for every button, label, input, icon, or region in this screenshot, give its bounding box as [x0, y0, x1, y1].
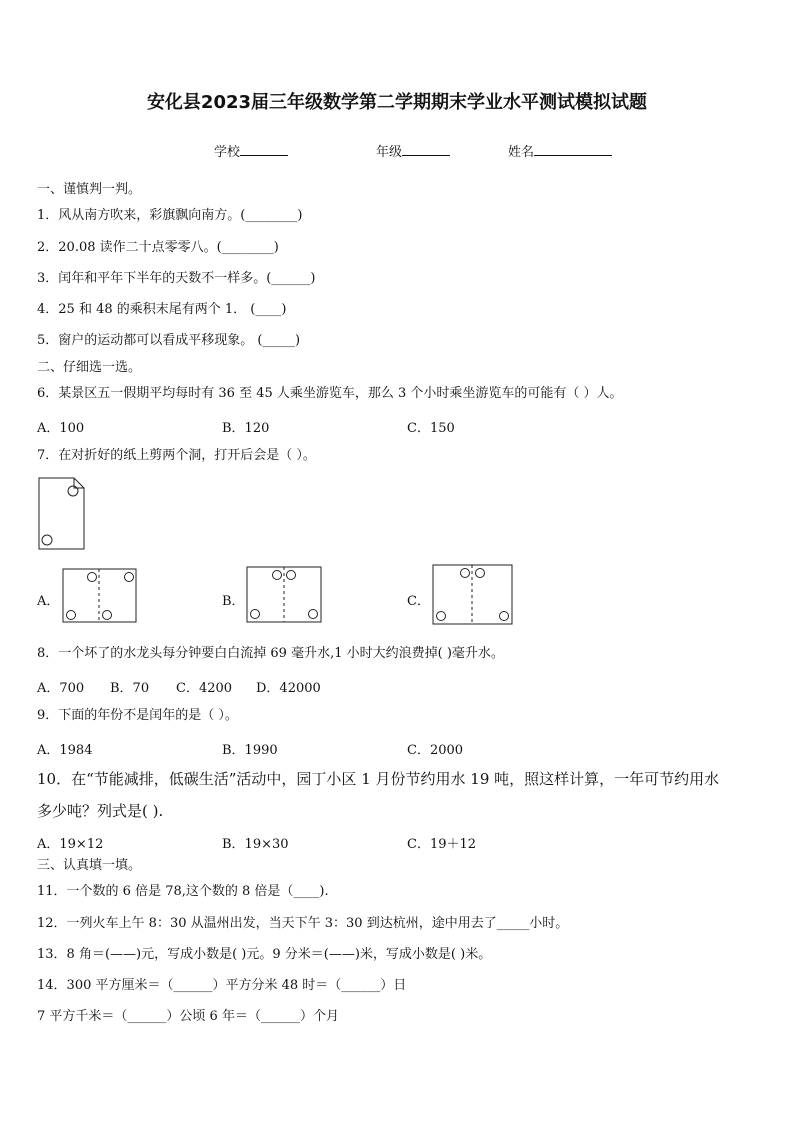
question-6: 6．某景区五一假期平均每时有 36 至 45 人乘坐游览车，那么 3 个小时乘坐游览车的可能有（ ）人。 — [37, 386, 623, 401]
question-14-continued: 7 平方千米＝（______）公顷 6 年＝（______）个月 — [37, 1009, 339, 1024]
q7-option-a[interactable]: A． — [37, 594, 60, 609]
name-field[interactable] — [508, 141, 612, 160]
q7-option-b[interactable]: B． — [222, 594, 245, 609]
question-7: 7．在对折好的纸上剪两个洞，打开后会是（ ）。 — [37, 448, 316, 463]
page-title: 安化县2023届三年级数学第二学期期末学业水平测试模拟试题 — [146, 92, 648, 113]
question-10-line-1: 10．在“节能减排，低碳生活”活动中，园丁小区 1 月份节约用水 19 吨，照这样计算，一年可节约用水 — [37, 770, 720, 788]
question-10-line-2: 多少吨？列式是( ). — [37, 802, 164, 820]
question-11: 11．一个数的 6 倍是 78,这个数的 8 倍是（____). — [37, 884, 329, 899]
question-8: 8．一个坏了的水龙头每分钟要白白流掉 69 毫升水,1 小时大约浪费掉( )毫升水。 — [37, 646, 504, 661]
option-b-unfolded-paper[interactable] — [246, 566, 323, 624]
q10-option-a[interactable]: A．19×12 — [37, 837, 104, 852]
q9-option-a[interactable]: A．1984 — [37, 743, 93, 758]
name-label: 姓名 — [508, 145, 535, 160]
grade-blank[interactable] — [402, 142, 450, 156]
question-2: 2．20.08 读作二十点零零八。(________) — [37, 240, 279, 255]
q8-option-a[interactable]: A．700 — [37, 681, 85, 696]
question-5: 5．窗户的运动都可以看成平移现象。 (_____) — [37, 333, 301, 348]
q7-option-c[interactable]: C． — [407, 594, 430, 609]
section-heading-1: 一、谨慎判一判。 — [37, 182, 142, 197]
grade-label: 年级 — [376, 145, 403, 160]
question-4: 4．25 和 48 的乘积末尾有两个 1． (____) — [37, 302, 287, 317]
option-c-unfolded-paper[interactable] — [432, 564, 514, 626]
q9-option-c[interactable]: C．2000 — [407, 743, 464, 758]
section-heading-3: 三、认真填一填。 — [37, 858, 142, 873]
q8-option-d[interactable]: D．42000 — [256, 681, 321, 696]
question-12: 12．一列火车上午 8：30 从温州出发，当天下午 3：30 到达杭州，途中用去了_____小时。 — [37, 916, 569, 931]
section-heading-2: 二、仔细选一选。 — [37, 360, 142, 375]
q9-option-b[interactable]: B．1990 — [222, 743, 278, 758]
question-14: 14．300 平方厘米＝（______）平方分米 48 时＝（______）日 — [37, 978, 407, 993]
grade-field[interactable] — [376, 141, 450, 160]
school-field[interactable] — [214, 141, 288, 160]
q6-option-a[interactable]: A．100 — [37, 421, 85, 436]
school-label: 学校 — [214, 145, 241, 160]
folded-paper-figure — [38, 477, 88, 551]
option-a-unfolded-paper[interactable] — [62, 568, 138, 624]
q6-option-b[interactable]: B．120 — [222, 421, 270, 436]
question-9: 9．下面的年份不是闰年的是（ ）。 — [37, 708, 238, 723]
question-3: 3．闰年和平年下半年的天数不一样多。(______) — [37, 271, 316, 286]
q10-option-b[interactable]: B．19×30 — [222, 837, 289, 852]
q8-option-c[interactable]: C．4200 — [176, 681, 233, 696]
q6-option-c[interactable]: C．150 — [407, 421, 455, 436]
name-blank[interactable] — [534, 142, 612, 156]
question-13: 13．8 角＝(——)元，写成小数是( )元。9 分米＝(——)米，写成小数是( )米。 — [37, 947, 492, 962]
q8-option-b[interactable]: B．70 — [110, 681, 150, 696]
q10-option-c[interactable]: C．19＋12 — [407, 837, 477, 852]
question-1: 1．风从南方吹来，彩旗飘向南方。(________) — [37, 208, 303, 223]
school-blank[interactable] — [240, 142, 288, 156]
